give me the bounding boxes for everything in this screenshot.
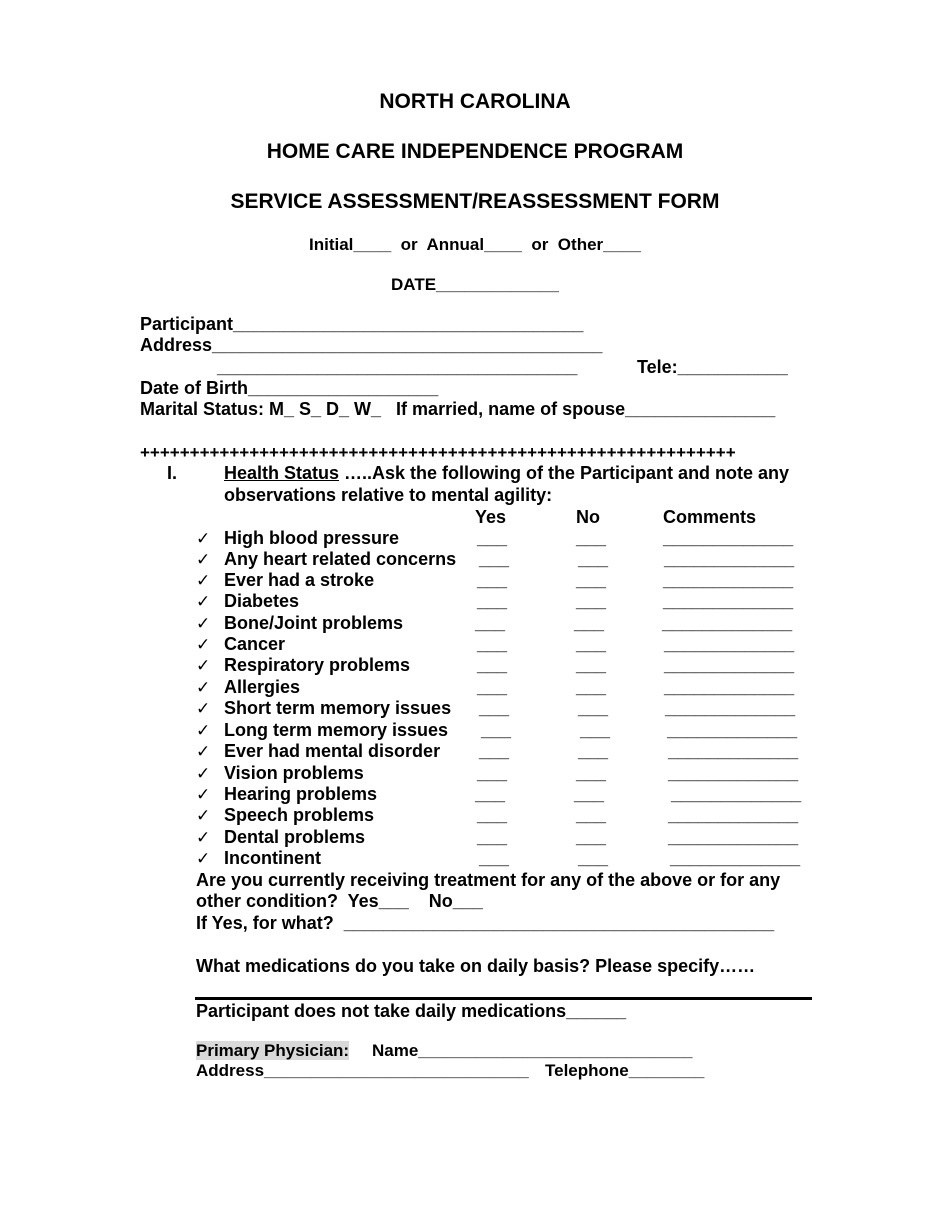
item-label: Dental problems xyxy=(224,827,366,847)
check-icon: ✓ xyxy=(196,614,211,633)
yes-blank[interactable]: ___ xyxy=(479,741,510,761)
yes-blank[interactable]: ___ xyxy=(479,848,510,868)
check-icon: ✓ xyxy=(196,785,211,804)
comments-blank[interactable]: _____________ xyxy=(664,655,795,675)
telephone-field[interactable]: Tele:___________ xyxy=(637,357,788,377)
form-title: SERVICE ASSESSMENT/REASSESSMENT FORM xyxy=(230,190,720,213)
item-label: Diabetes xyxy=(224,591,300,611)
no-blank[interactable]: ___ xyxy=(574,784,605,804)
comments-blank[interactable]: _____________ xyxy=(662,613,793,633)
comments-blank[interactable]: _____________ xyxy=(671,784,802,804)
item-label: Long term memory issues xyxy=(224,720,449,740)
item-label: Hearing problems xyxy=(224,784,378,804)
yes-blank[interactable]: ___ xyxy=(477,634,508,654)
item-label: Short term memory issues xyxy=(224,698,452,718)
comments-blank[interactable]: _____________ xyxy=(665,698,796,718)
comments-blank[interactable]: _____________ xyxy=(668,741,799,761)
no-blank[interactable]: ___ xyxy=(576,655,607,675)
no-blank[interactable]: ___ xyxy=(574,613,605,633)
item-label: Cancer xyxy=(224,634,286,654)
comments-blank[interactable]: _____________ xyxy=(663,528,794,548)
check-icon: ✓ xyxy=(196,806,211,825)
no-blank[interactable]: ___ xyxy=(576,763,607,783)
no-blank[interactable]: ___ xyxy=(576,570,607,590)
comments-blank[interactable]: _____________ xyxy=(663,570,794,590)
primary-physician-label: Primary Physician: xyxy=(196,1041,350,1060)
no-blank[interactable]: ___ xyxy=(578,741,609,761)
check-icon: ✓ xyxy=(196,635,211,654)
no-blank[interactable]: ___ xyxy=(576,827,607,847)
comments-blank[interactable]: _____________ xyxy=(664,677,795,697)
if-yes-field[interactable]: If Yes, for what? ___________________________________________ xyxy=(196,913,775,933)
check-icon: ✓ xyxy=(196,656,211,675)
column-header-comments: Comments xyxy=(663,507,757,527)
item-label: Allergies xyxy=(224,677,301,697)
no-blank[interactable]: ___ xyxy=(576,591,607,611)
check-icon: ✓ xyxy=(196,764,211,783)
section-heading xyxy=(224,463,789,484)
yes-blank[interactable]: ___ xyxy=(475,613,506,633)
date-field[interactable]: DATE_____________ xyxy=(391,275,559,294)
no-blank[interactable]: ___ xyxy=(578,549,609,569)
check-icon: ✓ xyxy=(196,592,211,611)
no-blank[interactable]: ___ xyxy=(578,698,609,718)
address-field[interactable]: Address_______________________________________ xyxy=(140,335,603,355)
physician-address-field[interactable]: Address____________________________ xyxy=(196,1061,529,1080)
item-label: Respiratory problems xyxy=(224,655,411,675)
yes-blank[interactable]: ___ xyxy=(477,677,508,697)
check-icon: ✓ xyxy=(196,828,211,847)
yes-blank[interactable]: ___ xyxy=(477,570,508,590)
check-icon: ✓ xyxy=(196,571,211,590)
item-label: Incontinent xyxy=(224,848,321,868)
participant-field[interactable]: Participant___________________________________ xyxy=(140,314,584,334)
comments-blank[interactable]: _____________ xyxy=(668,763,799,783)
yes-blank[interactable]: ___ xyxy=(479,549,510,569)
physician-name-field[interactable]: Name_____________________________ xyxy=(372,1041,693,1060)
column-header-no: No xyxy=(576,507,600,527)
item-label: Ever had mental disorder xyxy=(224,741,441,761)
comments-blank[interactable]: _____________ xyxy=(664,549,795,569)
comments-blank[interactable]: _____________ xyxy=(668,805,799,825)
treatment-question: Are you currently receiving treatment for any of the above or for any xyxy=(196,870,781,890)
no-daily-medications-field[interactable]: Participant does not take daily medications______ xyxy=(196,1001,627,1021)
yes-blank[interactable]: ___ xyxy=(479,698,510,718)
yes-blank[interactable]: ___ xyxy=(477,763,508,783)
check-icon: ✓ xyxy=(196,742,211,761)
comments-blank[interactable]: _____________ xyxy=(663,591,794,611)
item-label: Ever had a stroke xyxy=(224,570,375,590)
no-blank[interactable]: ___ xyxy=(576,634,607,654)
section-title: Health Status xyxy=(224,463,340,483)
section-number: I. xyxy=(167,463,178,483)
item-label: Speech problems xyxy=(224,805,375,825)
check-icon: ✓ xyxy=(196,529,211,548)
comments-blank[interactable]: _____________ xyxy=(668,827,799,847)
yes-blank[interactable]: ___ xyxy=(475,784,506,804)
section-intro: …..Ask the following of the Participant and note any xyxy=(339,463,790,483)
check-icon: ✓ xyxy=(196,721,211,740)
column-header-yes: Yes xyxy=(475,507,507,527)
medications-answer-line[interactable] xyxy=(195,997,812,1000)
physician-telephone-field[interactable]: Telephone________ xyxy=(545,1061,705,1080)
yes-blank[interactable]: ___ xyxy=(477,805,508,825)
treatment-yes-no-field[interactable]: other condition? Yes___ No___ xyxy=(196,891,483,911)
item-label: Bone/Joint problems xyxy=(224,613,404,633)
yes-blank[interactable]: ___ xyxy=(481,720,512,740)
comments-blank[interactable]: _____________ xyxy=(670,848,801,868)
no-blank[interactable]: ___ xyxy=(580,720,611,740)
form-state-title: NORTH CAROLINA xyxy=(379,90,571,113)
no-blank[interactable]: ___ xyxy=(578,848,609,868)
yes-blank[interactable]: ___ xyxy=(477,591,508,611)
yes-blank[interactable]: ___ xyxy=(477,655,508,675)
yes-blank[interactable]: ___ xyxy=(477,827,508,847)
item-label: Any heart related concerns xyxy=(224,549,457,569)
check-icon: ✓ xyxy=(196,678,211,697)
assessment-type-field[interactable]: Initial____ or Annual____ or Other____ xyxy=(309,235,641,254)
check-icon: ✓ xyxy=(196,699,211,718)
item-label: High blood pressure xyxy=(224,528,400,548)
check-icon: ✓ xyxy=(196,550,211,569)
address-field-line2[interactable]: ____________________________________ xyxy=(217,357,578,377)
program-title: HOME CARE INDEPENDENCE PROGRAM xyxy=(266,140,684,163)
date-of-birth-field[interactable]: Date of Birth___________________ xyxy=(140,378,439,398)
check-icon: ✓ xyxy=(196,849,211,868)
section-intro-line2: observations relative to mental agility: xyxy=(224,485,553,505)
comments-blank[interactable]: _____________ xyxy=(664,634,795,654)
no-blank[interactable]: ___ xyxy=(576,677,607,697)
plus-divider: ++++++++++++++++++++++++++++++++++++++++++++++++++++++++++++ xyxy=(140,443,736,462)
yes-blank[interactable]: ___ xyxy=(477,528,508,548)
item-label: Vision problems xyxy=(224,763,364,783)
no-blank[interactable]: ___ xyxy=(576,528,607,548)
medications-question: What medications do you take on daily basis? Please specify…… xyxy=(196,956,756,976)
marital-status-field[interactable]: Marital Status: M_ S_ D_ W_ If married, name of spouse_______________ xyxy=(140,399,776,419)
no-blank[interactable]: ___ xyxy=(576,805,607,825)
comments-blank[interactable]: _____________ xyxy=(667,720,798,740)
